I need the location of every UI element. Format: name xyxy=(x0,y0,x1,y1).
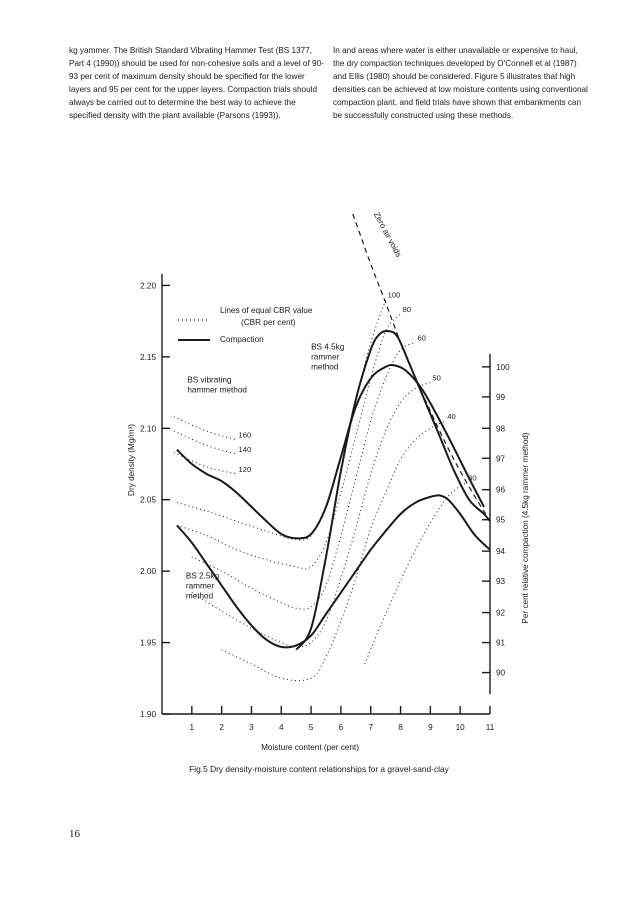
cbr-line xyxy=(174,431,237,454)
y-tick-label: 2.20 xyxy=(140,281,156,291)
cbr-line xyxy=(192,383,431,647)
x-tick-label: 1 xyxy=(189,723,195,732)
y2-tick-label: 97 xyxy=(496,454,506,464)
series-label: rammer xyxy=(311,352,340,362)
series-label: BS 2.5kg xyxy=(185,571,220,581)
x-tick-label: 2 xyxy=(219,723,224,732)
annotations xyxy=(186,211,403,601)
series-label: rammer xyxy=(185,581,215,591)
cbr-line xyxy=(222,421,446,680)
x-tick-label: 3 xyxy=(249,723,254,732)
legend-cbr-label: Lines of equal CBR value xyxy=(220,306,313,315)
cbr-line-label: 40 xyxy=(447,412,456,422)
y2-tick-label: 100 xyxy=(496,362,510,372)
series-label: method xyxy=(311,362,339,372)
cbr-line-label: 140 xyxy=(238,445,252,454)
x-tick-label: 8 xyxy=(398,723,403,732)
y2-tick-label: 91 xyxy=(496,638,506,648)
series-line xyxy=(296,331,490,650)
paragraph-left: kg yammer. The British Standard Vibrating Hammer Test (BS 1377, Part 4 (1990)) should be used for non-cohesive soils and a level of 90-93 per cent of maximum density should be specified for the lower layers and 95 per cent for the upper layers. Compaction trials should always be carried out to determine the best way to achieve the specified density with the plant available (Parsons (1993)). xyxy=(69,46,324,120)
series-label: Zero air voids xyxy=(371,210,404,259)
figure xyxy=(120,210,540,755)
series-label: BS vibrating xyxy=(187,375,232,385)
figure-caption: Fig.5 Dry density-moisture content relationships for a gravel-sand-clay xyxy=(189,764,449,774)
y2-tick-label: 94 xyxy=(496,547,506,557)
y-tick-label: 1.95 xyxy=(140,638,156,648)
x-tick-label: 9 xyxy=(428,723,433,732)
y-axis-label: Dry density (Mg/m³) xyxy=(127,424,136,496)
x-tick-label: 5 xyxy=(308,723,314,732)
y-tick-label: 2.10 xyxy=(140,424,156,434)
cbr-line-label: 30 xyxy=(468,473,477,483)
cbr-line xyxy=(174,417,237,440)
cbr-line xyxy=(365,483,466,664)
cbr-line-label: 80 xyxy=(402,305,411,314)
paragraph-right: In and areas where water is either unavailable or expensive to haul, the dry compaction techniques developed by O'Connell et al (1987) and Ellis (1980) should be considered. Figure 5 illustrates that high densities can be achieved at low moisture contents using conventional compaction plant, and field trials have shown that embankments can be successfully constructed using these methods. xyxy=(333,46,588,120)
y2-axis-label: Per cent relative compaction (4.5kg rammer method) xyxy=(521,432,530,624)
x-axis-label: Moisture content (per cent) xyxy=(261,743,359,752)
series-label: BS 4.5kg xyxy=(311,342,345,352)
y2-tick-label: 93 xyxy=(496,577,506,587)
dry-density-chart xyxy=(120,210,540,755)
compaction-curves xyxy=(177,214,490,650)
page-number: 16 xyxy=(69,828,80,840)
y-tick-label: 2.15 xyxy=(140,352,156,362)
y2-tick-label: 95 xyxy=(496,515,506,525)
y2-tick-label: 90 xyxy=(496,668,506,678)
x-tick-label: 10 xyxy=(455,723,465,732)
legend-compaction-label: Compaction xyxy=(220,335,264,344)
x-tick-label: 6 xyxy=(338,723,344,732)
y2-tick-label: 98 xyxy=(496,424,506,434)
text-column-left xyxy=(69,44,327,122)
cbr-line xyxy=(177,300,386,540)
x-tick-label: 7 xyxy=(368,723,374,732)
y2-tick-label: 92 xyxy=(496,608,506,618)
legend-cbr-sublabel: (CBR per cent) xyxy=(241,318,296,327)
y-tick-label: 1.90 xyxy=(140,710,156,719)
series-label: hammer method xyxy=(187,385,247,395)
x-tick-label: 4 xyxy=(278,723,284,732)
x-tick-label: 11 xyxy=(485,723,495,732)
cbr-line-label: 100 xyxy=(387,290,401,300)
text-column-right xyxy=(333,44,591,122)
cbr-line-label: 160 xyxy=(238,430,252,440)
y2-tick-label: 99 xyxy=(496,392,506,402)
cbr-line-label: 50 xyxy=(432,373,441,383)
series-label: method xyxy=(185,591,214,601)
y2-tick-label: 96 xyxy=(496,485,506,495)
cbr-line xyxy=(177,314,401,569)
y-tick-label: 2.05 xyxy=(140,495,156,505)
cbr-line-label: 120 xyxy=(238,465,252,474)
cbr-line-label: 60 xyxy=(417,333,426,343)
y-tick-label: 2.00 xyxy=(140,567,156,577)
